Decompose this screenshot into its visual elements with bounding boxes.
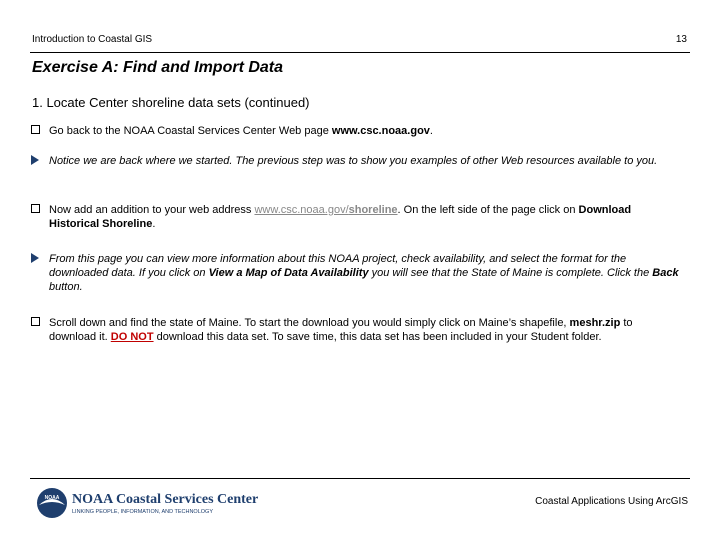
item-text: download this data set. To save time, this data set has been included in your Student folder. bbox=[153, 331, 602, 343]
logo-badge: NOAA bbox=[44, 495, 60, 501]
footer-rule bbox=[30, 478, 690, 479]
link-label: View a Map of Data Availability bbox=[208, 267, 369, 279]
link-label: Download Historical Shoreline bbox=[49, 204, 632, 230]
header-rule bbox=[30, 52, 690, 53]
button-label: Back bbox=[652, 267, 679, 279]
list-item bbox=[31, 252, 681, 294]
triangle-bullet-icon bbox=[31, 253, 39, 263]
note-text: you will see that the State of Maine is complete. Click the bbox=[368, 267, 653, 279]
warning-text: DO NOT bbox=[110, 331, 154, 343]
list-item bbox=[31, 154, 681, 168]
page-title: Exercise A: Find and Import Data bbox=[32, 59, 284, 76]
item-text: Go back to the NOAA Coastal Services Center Web page bbox=[49, 125, 332, 137]
item-text: Scroll down and find the state of Maine. To start the download you would simply click on Maine’s shapefile, bbox=[49, 317, 570, 329]
item-text: Now add an addition to your web address bbox=[49, 204, 255, 216]
page-number: 13 bbox=[675, 34, 687, 45]
list-item bbox=[31, 316, 681, 344]
logo-name: NOAA Coastal Services Center bbox=[72, 492, 259, 507]
item-text: . bbox=[429, 125, 433, 137]
item-text: . bbox=[152, 218, 156, 230]
list-item bbox=[31, 203, 681, 231]
list-item bbox=[31, 124, 681, 138]
checkbox-icon bbox=[31, 317, 40, 326]
checkbox-icon bbox=[31, 204, 40, 213]
note-text: Notice we are back where we started. The previous step was to show you examples of other Web resources available to you. bbox=[49, 155, 658, 167]
course-title: Introduction to Coastal GIS bbox=[32, 34, 153, 45]
note-text: From this page you can view more information about this NOAA project, check availability, and select the format for the downloaded data. If you click on bbox=[49, 253, 627, 279]
noaa-logo bbox=[36, 485, 266, 521]
section-subtitle: 1. Locate Center shoreline data sets (continued) bbox=[32, 95, 310, 110]
note-text: button. bbox=[49, 281, 83, 293]
logo-tagline: LINKING PEOPLE, INFORMATION, AND TECHNOLOGY bbox=[72, 509, 213, 515]
checkbox-icon bbox=[31, 125, 40, 134]
url-text: www.csc.noaa.gov bbox=[331, 125, 430, 137]
url-link[interactable]: www.csc.noaa.gov/shoreline bbox=[254, 204, 398, 216]
item-text: to download it. bbox=[49, 317, 633, 343]
filename: meshr.zip bbox=[569, 317, 621, 329]
footer-course: Coastal Applications Using ArcGIS bbox=[535, 496, 688, 507]
item-text: . On the left side of the page click on bbox=[397, 204, 579, 216]
triangle-bullet-icon bbox=[31, 155, 39, 165]
